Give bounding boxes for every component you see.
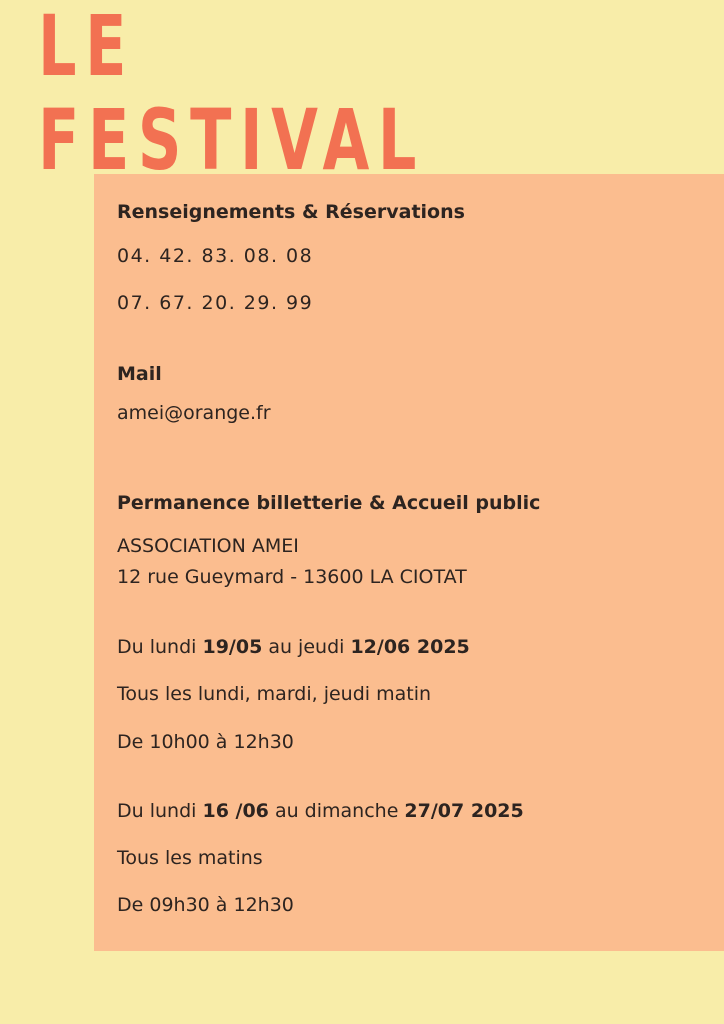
period-2-middle: au dimanche [268, 800, 405, 822]
period-2-days: Tous les matins [117, 847, 263, 869]
mail-heading: Mail [117, 363, 162, 385]
office-heading: Permanence billetterie & Accueil public [117, 492, 541, 514]
title-line-1: LE [38, 0, 136, 95]
period-1-hours: De 10h00 à 12h30 [117, 731, 294, 753]
contact-heading: Renseignements & Réservations [117, 201, 465, 223]
office-name: ASSOCIATION AMEI [117, 535, 299, 557]
phone-number-1: 04. 42. 83. 08. 08 [117, 245, 314, 267]
mail-address: amei@orange.fr [117, 402, 271, 424]
title-line-2: FESTIVAL [38, 91, 426, 189]
period-2-hours: De 09h30 à 12h30 [117, 894, 294, 916]
period-2-prefix: Du lundi [117, 800, 203, 822]
period-1-prefix: Du lundi [117, 636, 203, 658]
phone-number-2: 07. 67. 20. 29. 99 [117, 292, 314, 314]
office-address: 12 rue Gueymard - 13600 LA CIOTAT [117, 566, 467, 588]
period-1-start: 19/05 [202, 636, 263, 658]
period-1-end: 12/06 2025 [350, 636, 470, 658]
period-2-start: 16 /06 [202, 800, 269, 822]
period-2-dates [117, 798, 524, 825]
period-2-end: 27/07 2025 [404, 800, 524, 822]
period-1-dates [117, 634, 470, 661]
period-1-middle: au jeudi [262, 636, 351, 658]
period-1-days: Tous les lundi, mardi, jeudi matin [117, 683, 432, 705]
